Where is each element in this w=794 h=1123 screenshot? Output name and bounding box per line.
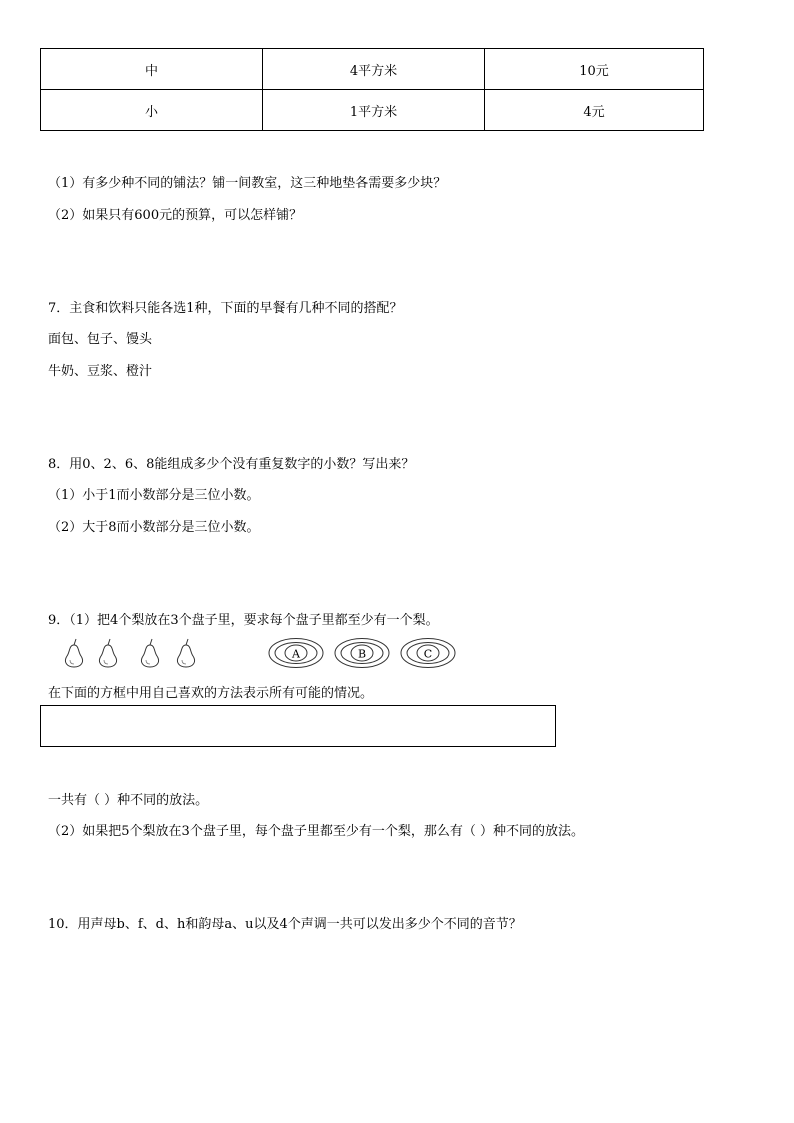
q7-stem: 7．主食和饮料只能各选1种，下面的早餐有几种不同的搭配？ (48, 301, 403, 316)
q8-sub2: （2）大于8而小数部分是三位小数。 (48, 520, 260, 535)
table-cell: 10元 (485, 49, 704, 90)
table-cell: 中 (41, 49, 263, 90)
table-cell: 4元 (485, 90, 704, 131)
plate-label: A (292, 647, 300, 661)
plate-label: C (423, 647, 433, 661)
price-table (40, 48, 704, 131)
q7-line2: 牛奶、豆浆、橙汁 (48, 364, 153, 379)
q6-sub1: （1）有多少种不同的铺法？铺一间教室，这三种地垫各需要多少块？ (48, 176, 447, 191)
q8-sub1: （1）小于1而小数部分是三位小数。 (48, 488, 260, 503)
pear-icon (138, 636, 164, 668)
pear-icon (174, 636, 200, 668)
pear-icon (96, 636, 122, 668)
table-cell: 1平方米 (263, 90, 485, 131)
answer-box[interactable] (40, 705, 556, 747)
pear-icon (62, 636, 88, 668)
q7-line1: 面包、包子、馒头 (48, 332, 153, 347)
plate-b-icon (334, 637, 390, 669)
q9-blank-line: 一共有（ ）种不同的放法。 (48, 793, 209, 808)
q10-stem: 10．用声母b、f、d、h和韵母a、u以及4个声调一共可以发出多少个不同的音节？ (48, 917, 522, 932)
q6-sub2: （2）如果只有600元的预算，可以怎样铺？ (48, 208, 303, 223)
plate-c-icon (400, 637, 456, 669)
table-row (41, 90, 704, 131)
table-cell: 小 (41, 90, 263, 131)
table-row (41, 49, 704, 90)
plate-a-icon (268, 637, 324, 669)
q8-stem: 8．用0、2、6、8能组成多少个没有重复数字的小数？写出来？ (48, 457, 415, 472)
q9-instruction: 在下面的方框中用自己喜欢的方法表示所有可能的情况。 (48, 686, 374, 701)
plate-label: B (357, 647, 367, 661)
q9-sub2: （2）如果把5个梨放在3个盘子里，每个盘子里都至少有一个梨，那么有（ ）种不同的放法。 (48, 824, 584, 839)
table-cell: 4平方米 (263, 49, 485, 90)
q9-stem: 9．（1）把4个梨放在3个盘子里，要求每个盘子里都至少有一个梨。 (48, 613, 439, 628)
